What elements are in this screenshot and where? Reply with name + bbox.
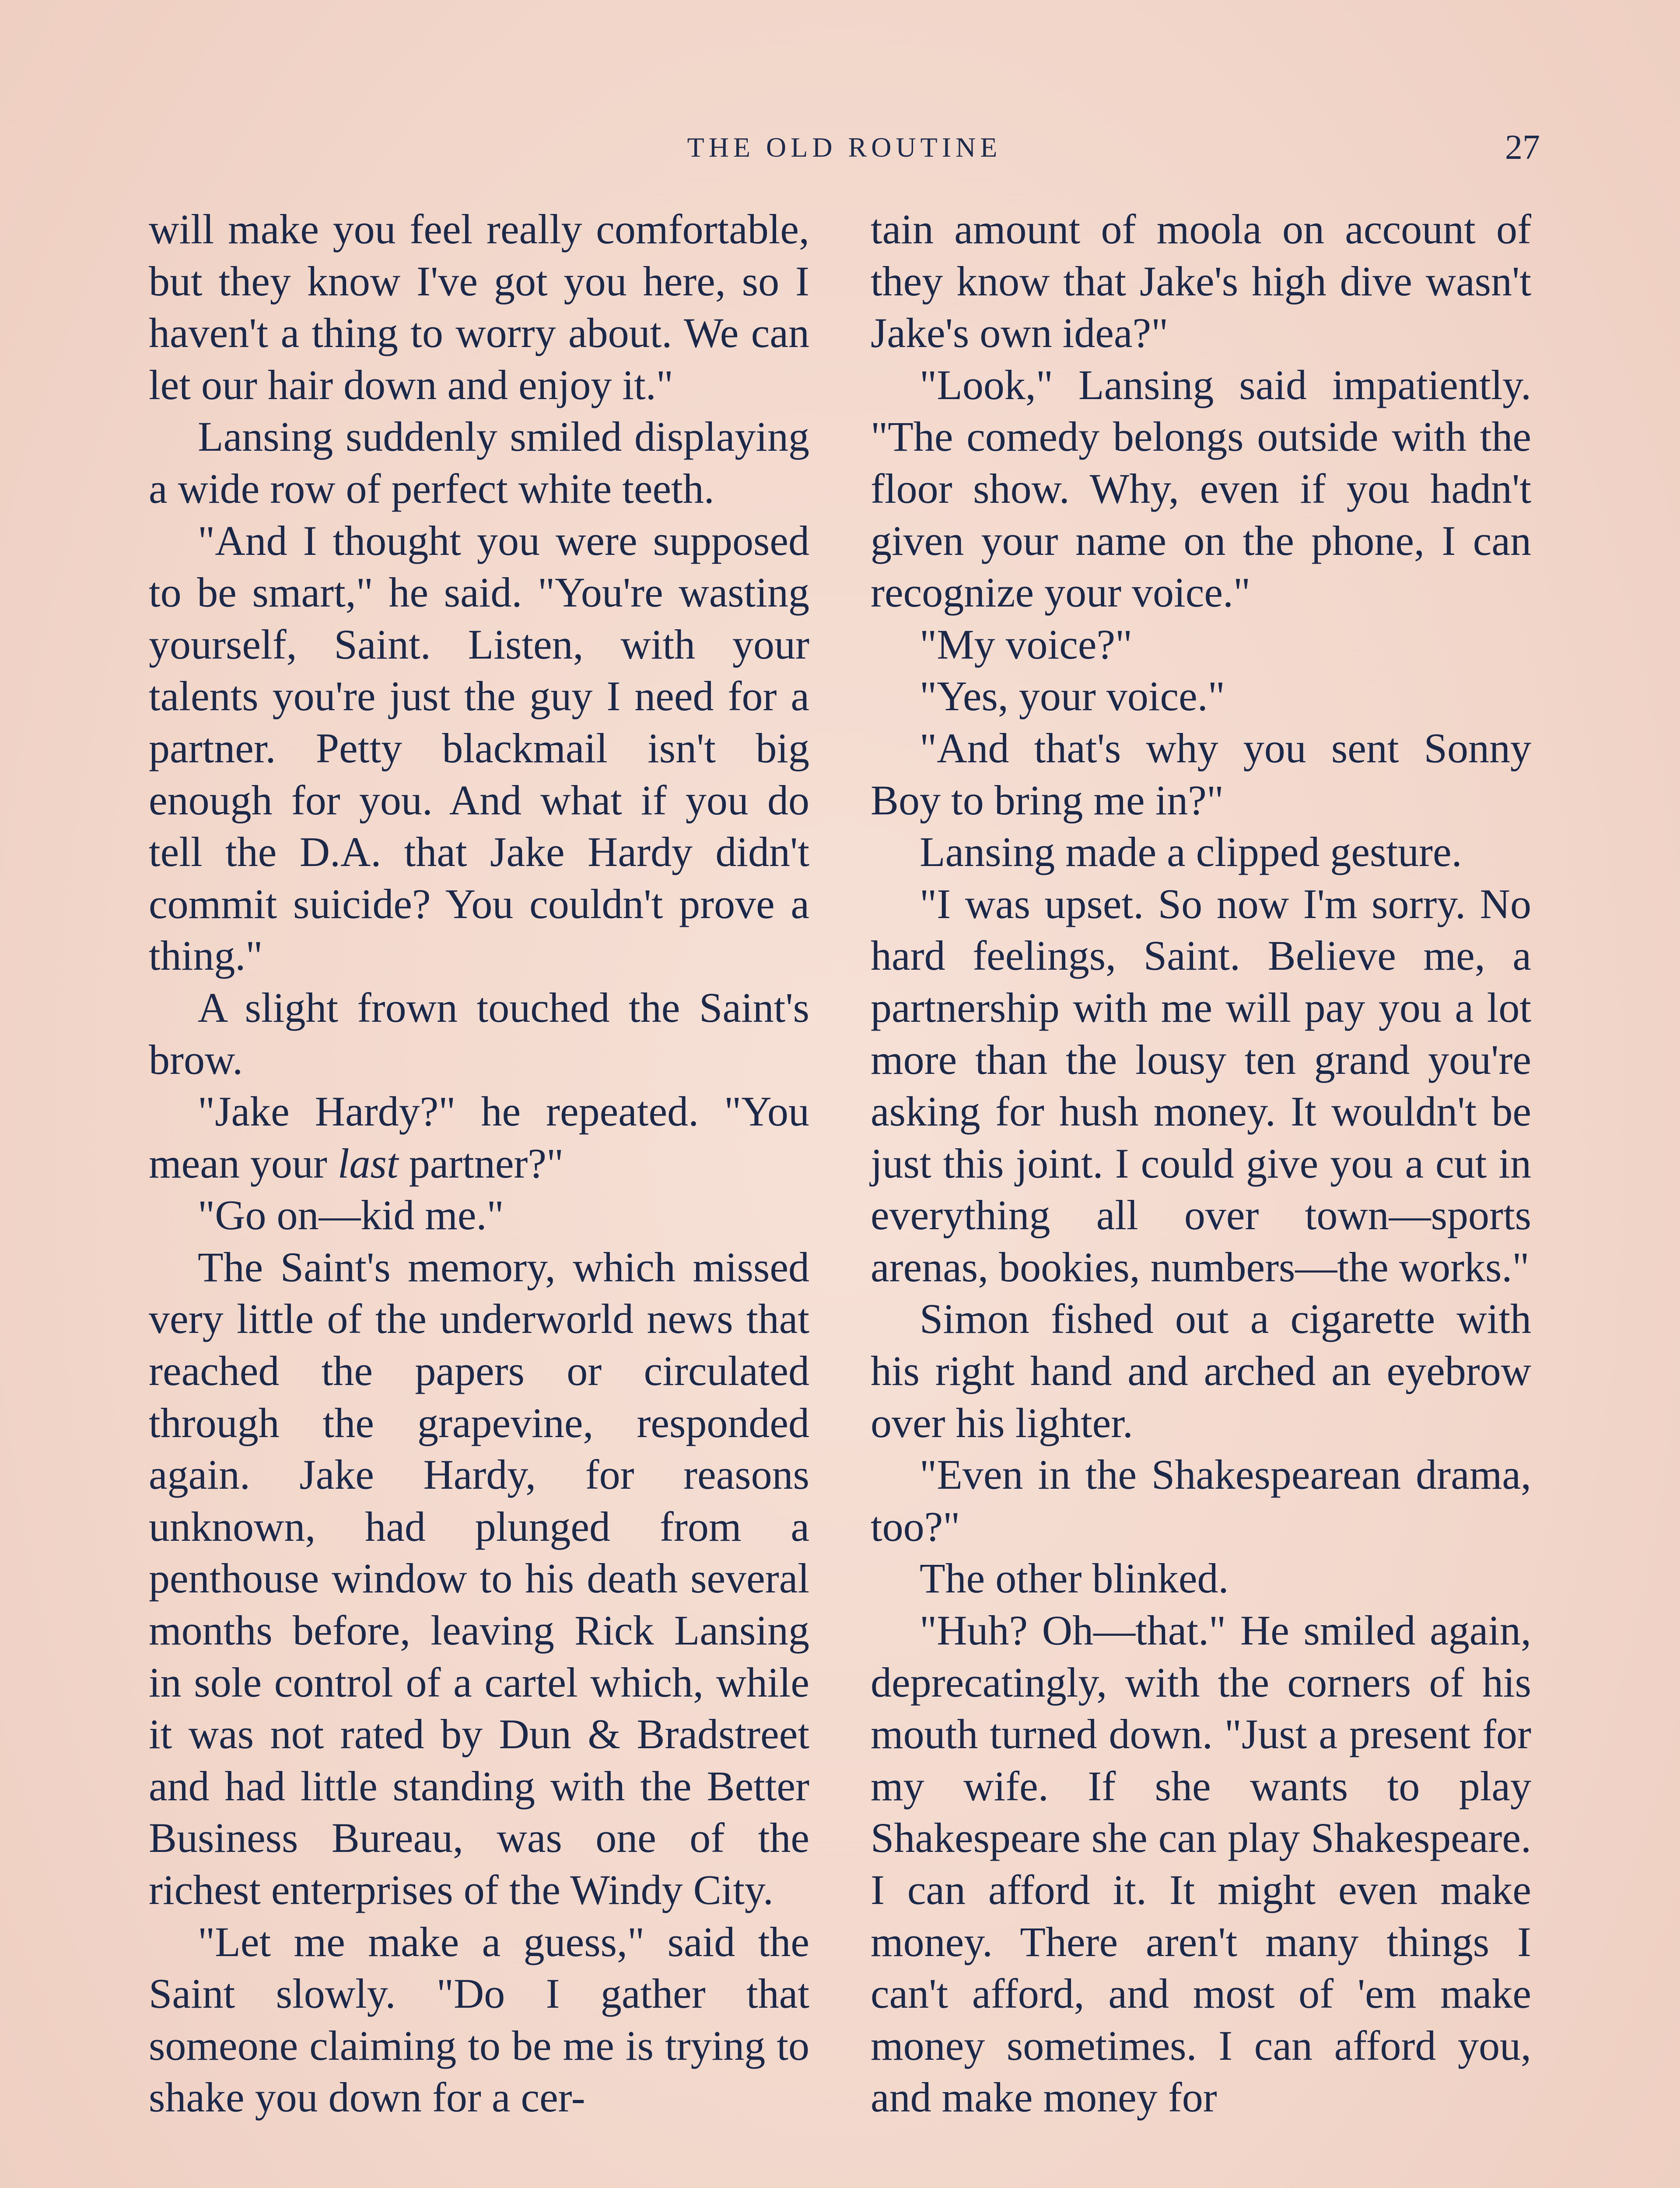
paragraph: Lansing made a clipped gesture. [920, 828, 1462, 876]
paragraph: The other blinked. [920, 1555, 1229, 1602]
paragraph: "And that's why you sent Sonny Boy to bring me in?" [871, 724, 1531, 824]
paragraph: "Go on—kid me." [198, 1192, 504, 1239]
paragraph: Simon fished out a cigarette with his right hand and arched an eyebrow over his lighter. [871, 1295, 1531, 1446]
running-head: THE OLD ROUTINE [687, 132, 1002, 163]
page-number: 27 [1505, 128, 1540, 167]
paragraph: The Saint's memory, which missed very little of the underworld news that reached the papers or circulated through the grapevine, responded again. Jake Hardy, for reasons unknown, had plunged from a penthouse window to his death several months before, leaving Rick Lansing in sole control of a cartel which, while it was not rated by Dun & Bradstreet and had little standing with the Better Business Bureau, was one of the richest enterprises of the Windy City. [149, 1243, 809, 1913]
paragraph: "Huh? Oh—that." He smiled again, deprecatingly, with the corners of his mouth turned down. "Just a present for my wife. If she wants to play Shakespeare she can play Shakespeare. I can afford it. It might even make money. There aren't many things I can't afford, and most of 'em make money sometimes. I can afford you, and make money for [871, 1607, 1531, 2121]
paragraph: "Let me make a guess," said the Saint slowly. "Do I gather that someone claiming to be me is trying to shake you down for a cer- [149, 1918, 809, 2121]
paragraph: "My voice?" [920, 621, 1133, 668]
paragraph: "Yes, your voice." [920, 673, 1225, 720]
paragraph: A slight frown touched the Saint's brow. [149, 984, 809, 1083]
paragraph-text: partner?" [409, 1140, 564, 1187]
paragraph: "I was upset. So now I'm sorry. No hard feelings, Saint. Believe me, a partnership with me will pay you a lot more than the lousy ten grand you're asking for hush money. It wouldn't be just this joint. I could give you a cut in everything all over town—sports arenas, bookies, numbers—the works." [871, 880, 1531, 1290]
paragraph: Lansing suddenly smiled displaying a wide row of perfect white teeth. [149, 413, 809, 512]
page-header [149, 128, 1540, 179]
paragraph: tain amount of moola on account of they know that Jake's high dive wasn't Jake's own idea?" [871, 206, 1531, 357]
paragraph: will make you feel really comfortable, but they know I've got you here, so I haven't a thing to worry about. We can let our hair down and enjoy it." [149, 206, 809, 408]
paragraph-text: "Jake Hardy?" he repeated. "You mean your [149, 1088, 809, 1187]
right-column [871, 203, 1531, 2188]
left-column [149, 203, 809, 2188]
paragraph [149, 1086, 809, 1189]
paragraph: "And I thought you were supposed to be smart," he said. "You're wasting yourself, Saint. Listen, with your talents you're just the guy I need for a partner. Petty blackmail isn't big enough for you. And what if you do tell the D.A. that Jake Hardy didn't commit suicide? You couldn't prove a thing." [149, 517, 809, 979]
paragraph: "Even in the Shakespearean drama, too?" [871, 1451, 1531, 1550]
paragraph: "Look," Lansing said impatiently. "The comedy belongs outside with the floor show. Why, even if you hadn't given your name on the phone, I can recognize your voice." [871, 361, 1531, 616]
italic-word: last [337, 1140, 399, 1187]
